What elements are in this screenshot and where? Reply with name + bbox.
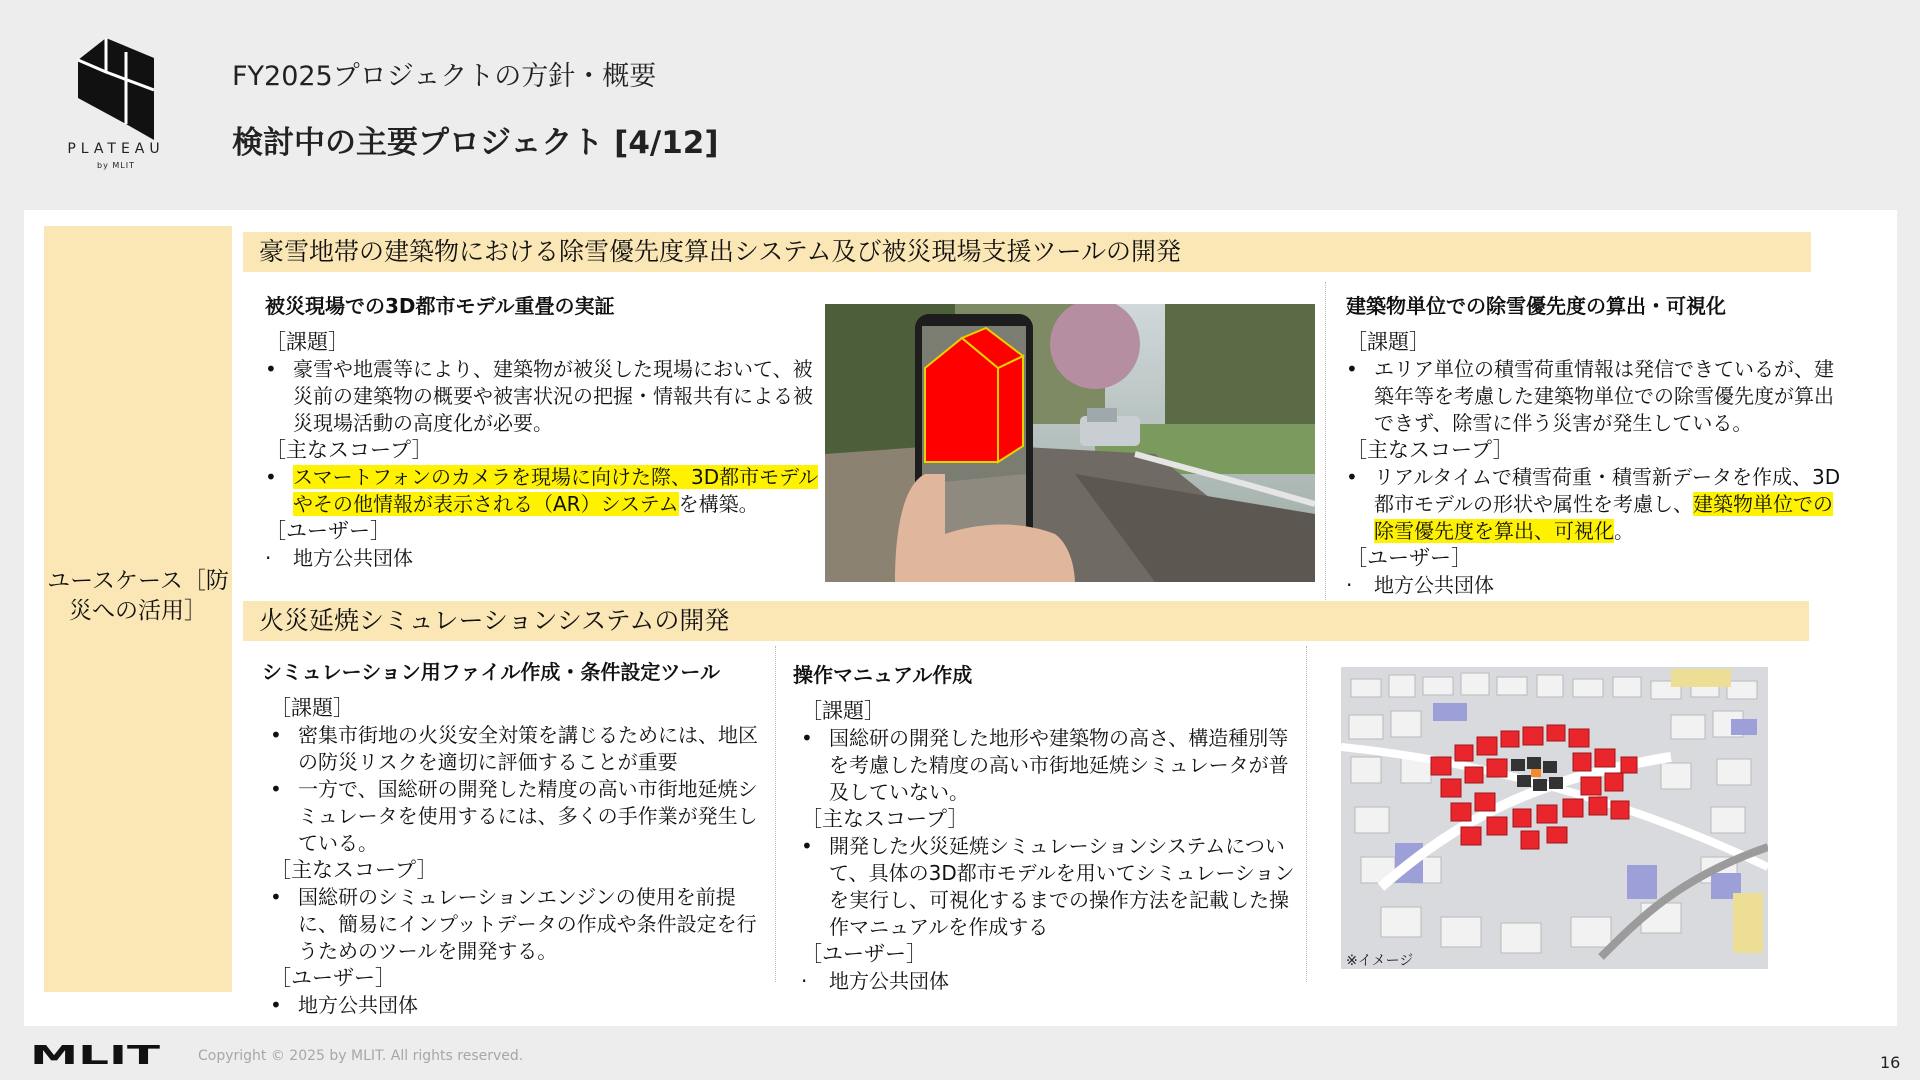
- user-text: 地方公共団体: [1374, 573, 1494, 597]
- bullet: ·: [1346, 573, 1353, 597]
- user-label: ［ユーザー］: [265, 519, 391, 543]
- user-text: 地方公共団体: [298, 993, 418, 1017]
- issue-text: エリア単位の積雪荷重情報は発信できているが、建築年等を考慮した建築物単位での除雪優先度が算出できず、除雪に伴う災害が発生している。: [1374, 357, 1834, 435]
- issue-label: ［課題］: [270, 696, 354, 720]
- column-divider: [775, 646, 776, 982]
- plateau-logo-mark: [78, 38, 154, 140]
- scope-highlight: 建築物単位での除雪優先度を算出、可視化: [1374, 492, 1833, 543]
- issue-text: 密集市街地の火災安全対策を講じるためには、地区の防災リスクを適切に評価することが重要: [298, 723, 758, 774]
- user-label: ［ユーザー］: [1346, 546, 1472, 570]
- project2-mid-title: 操作マニュアル作成: [793, 663, 973, 687]
- user-text: 地方公共団体: [293, 546, 413, 570]
- issue-text: 一方で、国総研の開発した精度の高い市街地延焼シミュレータを使用するには、多くの手作業が発生している。: [298, 777, 758, 855]
- project2-banner: 火災延焼シミュレーションシステムの開発: [243, 601, 1809, 641]
- svg-text:MLIT: MLIT: [30, 1042, 161, 1068]
- scope-label: ［主なスコープ］: [1346, 438, 1514, 462]
- project2-mid-block: [793, 659, 1303, 995]
- bullet: •: [270, 723, 282, 747]
- bullet: ·: [265, 546, 272, 570]
- bullet: ·: [801, 969, 808, 993]
- project2-left-block: [262, 656, 762, 1019]
- bullet: •: [270, 885, 282, 909]
- project1-right-title: 建築物単位での除雪優先度の算出・可視化: [1346, 294, 1726, 318]
- fire-simulation-map-image: [1341, 667, 1768, 969]
- bullet: •: [270, 993, 282, 1017]
- issue-label: ［課題］: [801, 699, 885, 723]
- image-note: ※イメージ: [1346, 953, 1414, 969]
- project1-left-title: 被災現場での3D都市モデル重畳の実証: [265, 294, 615, 318]
- bullet: •: [801, 726, 813, 750]
- bullet: •: [265, 357, 277, 381]
- category-label: ユースケース［防災への活用］: [47, 568, 229, 624]
- bullet: •: [270, 777, 282, 801]
- bullet: •: [1346, 357, 1358, 381]
- bullet: •: [1346, 465, 1358, 489]
- scope-label: ［主なスコープ］: [265, 438, 433, 462]
- scope-highlight: スマートフォンのカメラを現場に向けた際、3D都市モデルやその他情報が表示される（AR）システム: [293, 465, 819, 516]
- scope-label: ［主なスコープ］: [270, 858, 438, 882]
- column-divider: [1325, 282, 1326, 600]
- issue-text: 豪雪や地震等により、建築物が被災した現場において、被災前の建築物の概要や被害状況の把握・情報共有による被災現場活動の高度化が必要。: [293, 357, 813, 435]
- scope-text-end: 。: [1614, 519, 1634, 543]
- issue-text: 国総研の開発した地形や建築物の高さ、構造種別等を考慮した精度の高い市街地延焼シミュレータが普及していない。: [829, 726, 1289, 804]
- logo-text: PLATEAU: [67, 141, 165, 157]
- project1-right-block: [1346, 290, 1846, 599]
- ar-smartphone-photo: [825, 304, 1315, 582]
- column-divider: [1306, 646, 1307, 982]
- scope-text: リアルタイムで積雪荷重・積雪新データを作成、3D都市モデルの形状や属性を考慮し、: [1374, 465, 1841, 516]
- bullet: •: [265, 465, 277, 489]
- mlit-logo: [30, 1042, 162, 1068]
- scope-label: ［主なスコープ］: [801, 807, 969, 831]
- bullet: •: [801, 834, 813, 858]
- user-label: ［ユーザー］: [801, 942, 927, 966]
- project1-left-block: [265, 290, 825, 572]
- project2-left-title: シミュレーション用ファイル作成・条件設定ツール: [262, 660, 720, 684]
- issue-label: ［課題］: [265, 330, 349, 354]
- copyright: Copyright © 2025 by MLIT. All rights reserved.: [198, 1048, 524, 1064]
- user-text: 地方公共団体: [829, 969, 949, 993]
- logo-subtext: by MLIT: [97, 161, 135, 170]
- issue-label: ［課題］: [1346, 330, 1430, 354]
- user-label: ［ユーザー］: [270, 966, 396, 990]
- scope-text: 開発した火災延焼シミュレーションシステムについて、具体の3D都市モデルを用いてシミュレーションを実行し、可視化するまでの操作方法を記載した操作マニュアルを作成する: [829, 834, 1295, 939]
- project1-banner: 豪雪地帯の建築物における除雪優先度算出システム及び被災現場支援ツールの開発: [243, 232, 1811, 272]
- page-number: 16: [1880, 1053, 1901, 1072]
- page-title: 検討中の主要プロジェクト [4/12]: [232, 125, 719, 161]
- page-subtitle: FY2025プロジェクトの方針・概要: [232, 61, 657, 92]
- scope-text: を構築。: [678, 492, 759, 516]
- scope-text: 国総研のシミュレーションエンジンの使用を前提に、簡易にインプットデータの作成や条件設定を行うためのツールを開発する。: [298, 885, 757, 963]
